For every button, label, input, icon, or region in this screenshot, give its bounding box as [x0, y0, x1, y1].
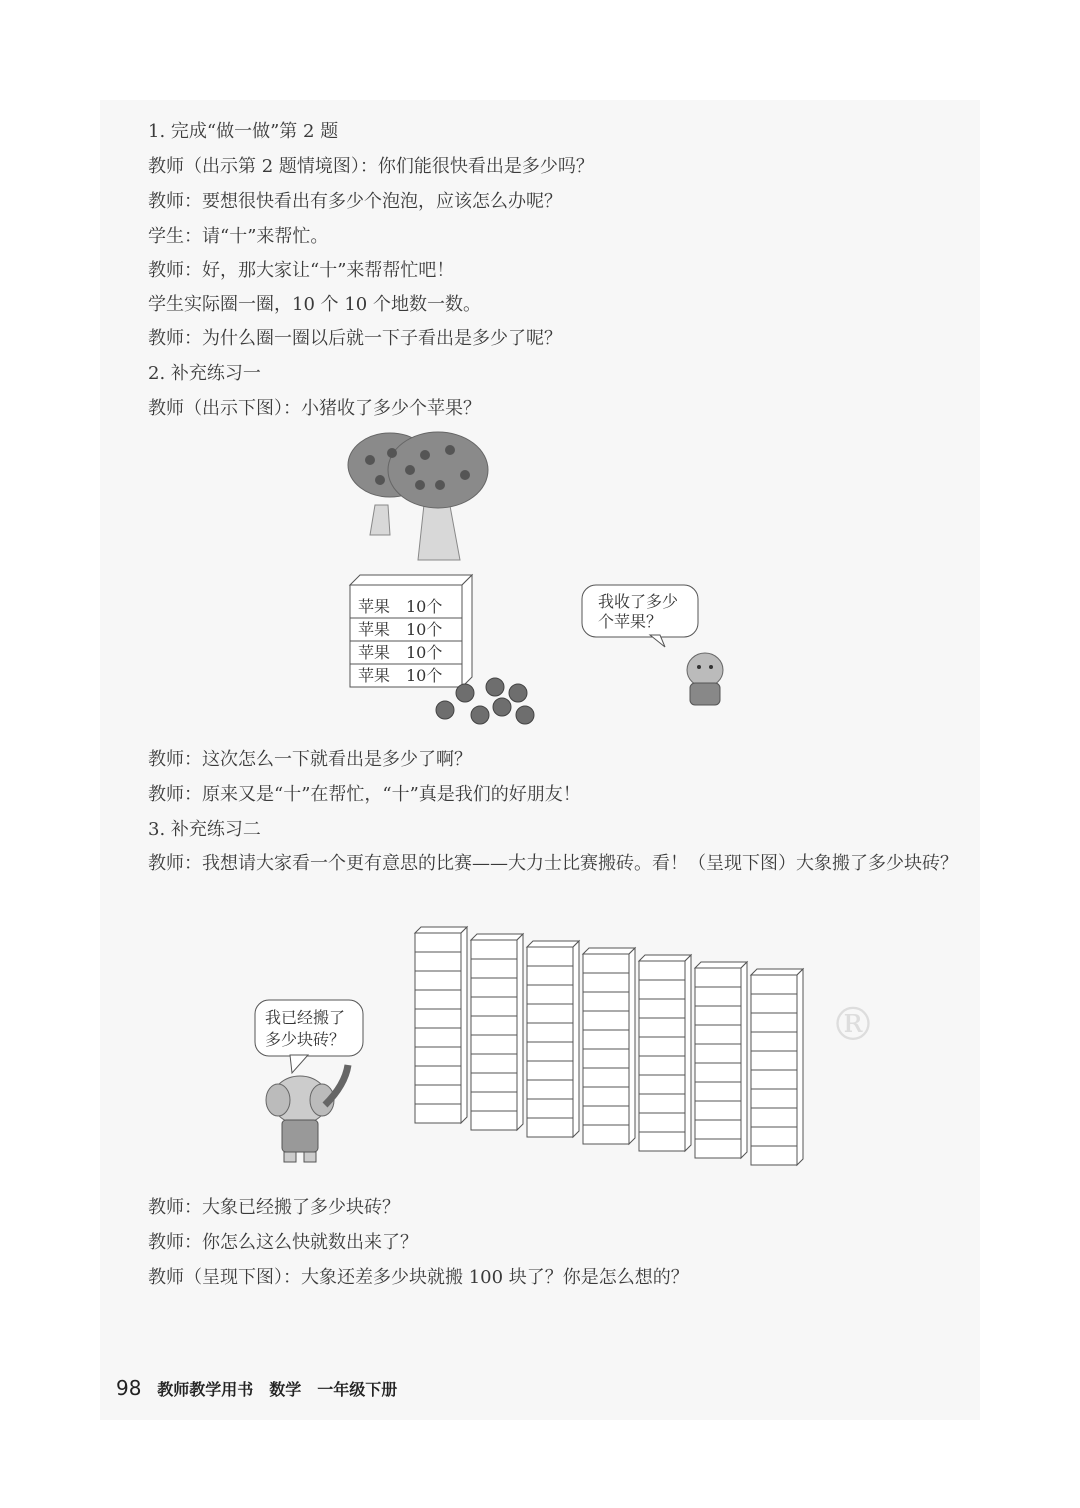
text-line: 教师：为什么圈一圈以后就一下子看出是多少了呢？ — [148, 328, 562, 349]
apple-figure — [330, 425, 730, 735]
text-line: 教师（出示第 2 题情境图）：你们能很快看出是多少吗？ — [148, 156, 594, 177]
box-row-name: 苹果 — [358, 620, 391, 639]
text-line: 教师：好，那大家让“十”来帮帮忙吧！ — [148, 260, 455, 281]
brick — [751, 975, 797, 994]
brick — [583, 1087, 629, 1106]
brick — [639, 961, 685, 980]
brick — [751, 1051, 797, 1070]
brick — [471, 978, 517, 997]
speech-text: 多少块砖？ — [265, 1030, 346, 1049]
brick — [527, 1080, 573, 1099]
brick — [583, 1068, 629, 1087]
brick — [527, 1023, 573, 1042]
brick — [695, 1120, 741, 1139]
brick — [471, 1054, 517, 1073]
box-row-count: 10个 — [406, 643, 443, 662]
brick — [471, 997, 517, 1016]
brick — [695, 1044, 741, 1063]
brick — [583, 1049, 629, 1068]
speech-text: 我已经搬了 — [265, 1008, 346, 1027]
text-line: 教师（呈现下图）：大象还差多少块就搬 100 块了？你是怎么想的？ — [148, 1267, 689, 1288]
apple-box — [350, 575, 472, 687]
paragraph: 教师：我想请大家看一个更有意思的比赛——大力士比赛搬砖。看！（呈现下图）大象搬了多少块砖？ — [148, 853, 958, 874]
brick — [639, 1132, 685, 1151]
watermark-mark: ® — [830, 997, 876, 1051]
brick — [471, 1073, 517, 1092]
brick — [639, 1075, 685, 1094]
speech-bubble — [582, 585, 698, 647]
elephant-icon — [266, 1065, 348, 1162]
apple-tree-icon — [348, 432, 488, 560]
brick-figure — [200, 915, 900, 1185]
brick-stack — [695, 962, 747, 1158]
brick — [695, 987, 741, 1006]
brick — [695, 1139, 741, 1158]
brick — [583, 954, 629, 973]
brick — [471, 940, 517, 959]
text-line: 学生实际圈一圈，10 个 10 个地数一数。 — [148, 294, 481, 315]
section-heading: 3. 补充练习二 — [148, 819, 261, 840]
brick — [695, 1063, 741, 1082]
box-row-name: 苹果 — [358, 666, 391, 685]
brick-stack — [583, 948, 635, 1144]
text-line: 教师：原来又是“十”在帮忙，“十”真是我们的好朋友！ — [148, 784, 581, 805]
box-row-name: 苹果 — [358, 643, 391, 662]
brick-stack — [471, 934, 523, 1130]
text-line: 教师（出示下图）：小猪收了多少个苹果？ — [148, 398, 481, 419]
brick-stack — [751, 969, 803, 1165]
brick — [527, 985, 573, 1004]
brick — [527, 1118, 573, 1137]
speech-text: 个苹果？ — [598, 612, 663, 631]
brick — [527, 1042, 573, 1061]
brick — [639, 1018, 685, 1037]
brick — [751, 1108, 797, 1127]
box-row-count: 10个 — [406, 597, 443, 616]
pig-icon — [687, 653, 723, 705]
brick — [751, 994, 797, 1013]
brick — [583, 1125, 629, 1144]
brick-stack — [527, 941, 579, 1137]
brick — [471, 1092, 517, 1111]
brick — [751, 1127, 797, 1146]
brick — [639, 1113, 685, 1132]
brick — [751, 1146, 797, 1165]
brick — [471, 1016, 517, 1035]
brick — [471, 1111, 517, 1130]
brick — [471, 959, 517, 978]
brick-stack — [415, 927, 467, 1123]
brick — [527, 1099, 573, 1118]
text-line: 1. 完成“做一做”第 2 题 — [148, 121, 339, 142]
brick — [695, 1082, 741, 1101]
book-title: 教师教学用书 数学 一年级下册 — [157, 1380, 398, 1399]
brick — [583, 1030, 629, 1049]
brick — [639, 1056, 685, 1075]
text-line: 教师：大象已经搬了多少块砖？ — [148, 1197, 400, 1218]
brick — [415, 1009, 461, 1028]
brick — [639, 1037, 685, 1056]
brick — [695, 968, 741, 987]
text-line: 教师：要想很快看出有多少个泡泡，应该怎么办呢？ — [148, 191, 562, 212]
brick — [415, 952, 461, 971]
brick — [695, 1025, 741, 1044]
brick — [415, 1104, 461, 1123]
page-number: 98 — [116, 1376, 142, 1400]
brick — [527, 1061, 573, 1080]
brick — [415, 971, 461, 990]
text-line: 教师：你怎么这么快就数出来了？ — [148, 1232, 418, 1253]
page-footer — [116, 1376, 397, 1402]
box-row-count: 10个 — [406, 666, 443, 685]
brick — [639, 980, 685, 999]
brick — [527, 966, 573, 985]
brick — [527, 1004, 573, 1023]
speech-bubble — [255, 1000, 363, 1073]
brick — [527, 947, 573, 966]
brick — [415, 1085, 461, 1104]
box-row-count: 10个 — [406, 620, 443, 639]
box-row-name: 苹果 — [358, 597, 391, 616]
brick-stacks — [415, 927, 803, 1165]
text-line: 学生：请“十”来帮忙。 — [148, 226, 329, 247]
brick — [639, 999, 685, 1018]
brick — [583, 1011, 629, 1030]
brick — [695, 1006, 741, 1025]
brick — [415, 1066, 461, 1085]
brick — [415, 933, 461, 952]
brick — [583, 992, 629, 1011]
brick — [751, 1070, 797, 1089]
brick — [471, 1035, 517, 1054]
brick — [751, 1013, 797, 1032]
brick — [751, 1032, 797, 1051]
brick-stack — [639, 955, 691, 1151]
brick — [639, 1094, 685, 1113]
brick — [415, 990, 461, 1009]
brick — [415, 1028, 461, 1047]
speech-text: 我收了多少 — [598, 592, 679, 611]
text-line: 教师：这次怎么一下就看出是多少了啊？ — [148, 749, 472, 770]
brick — [583, 973, 629, 992]
brick — [583, 1106, 629, 1125]
section-heading: 2. 补充练习一 — [148, 363, 261, 384]
brick — [751, 1089, 797, 1108]
brick — [695, 1101, 741, 1120]
brick — [415, 1047, 461, 1066]
